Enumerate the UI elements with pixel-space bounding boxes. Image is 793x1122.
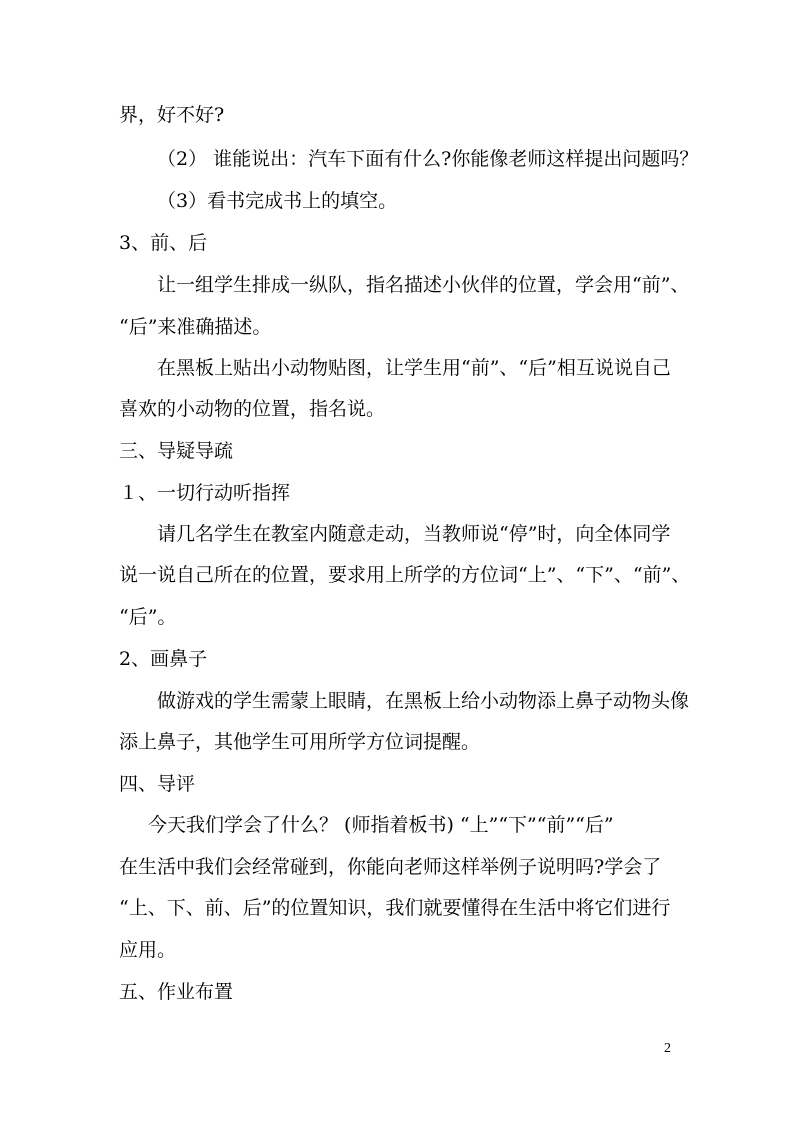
text-line-8: 喜欢的小动物的位置，指名说。 xyxy=(119,398,386,420)
text-line-18: 今天我们学会了什么？ (师指着板书) “上”“下”“前”“后” xyxy=(148,814,614,836)
text-line-11: 请几名学生在教室内随意走动，当教师说“停”时，向全体同学 xyxy=(157,523,671,545)
text-line-19: 在生活中我们会经常碰到，你能向老师这样举例子说明吗?学会了 xyxy=(119,856,662,878)
section-heading-4: 四、导评 xyxy=(119,773,196,795)
text-line-2: （2） 谁能说出：汽车下面有什么?你能像老师这样提出问题吗？ xyxy=(157,148,699,170)
section-heading-3: 三、导疑导疏 xyxy=(119,440,234,462)
text-line-6: “后”来准确描述。 xyxy=(119,316,272,338)
text-line-3: （3）看书完成书上的填空。 xyxy=(157,190,398,212)
text-line-5: 让一组学生排成一纵队，指名描述小伙伴的位置，学会用“前”、 xyxy=(157,274,690,296)
text-line-15: 做游戏的学生需蒙上眼睛，在黑板上给小动物添上鼻子动物头像 xyxy=(157,690,690,712)
text-line-21: 应用。 xyxy=(119,939,177,961)
text-line-16: 添上鼻子，其他学生可用所学方位词提醒。 xyxy=(119,731,481,753)
text-line-13: “后”。 xyxy=(119,606,177,628)
text-line-1: 界，好不好? xyxy=(119,104,225,126)
page-number: 2 xyxy=(664,1041,671,1056)
subsection-heading-2: 2、画鼻子 xyxy=(119,648,208,670)
text-line-7: 在黑板上贴出小动物贴图，让学生用“前”、“后”相互说说自己 xyxy=(157,357,671,379)
section-heading-front-back: 3、前、后 xyxy=(119,232,208,254)
section-heading-5: 五、作业布置 xyxy=(119,981,234,1003)
text-line-12: 说一说自己所在的位置，要求用上所学的方位词“上”、“下”、“前”、 xyxy=(119,564,691,586)
text-line-20: “上、下、前、后”的位置知识，我们就要懂得在生活中将它们进行 xyxy=(119,897,671,919)
subsection-heading-1: １、一切行动听指挥 xyxy=(119,482,291,504)
